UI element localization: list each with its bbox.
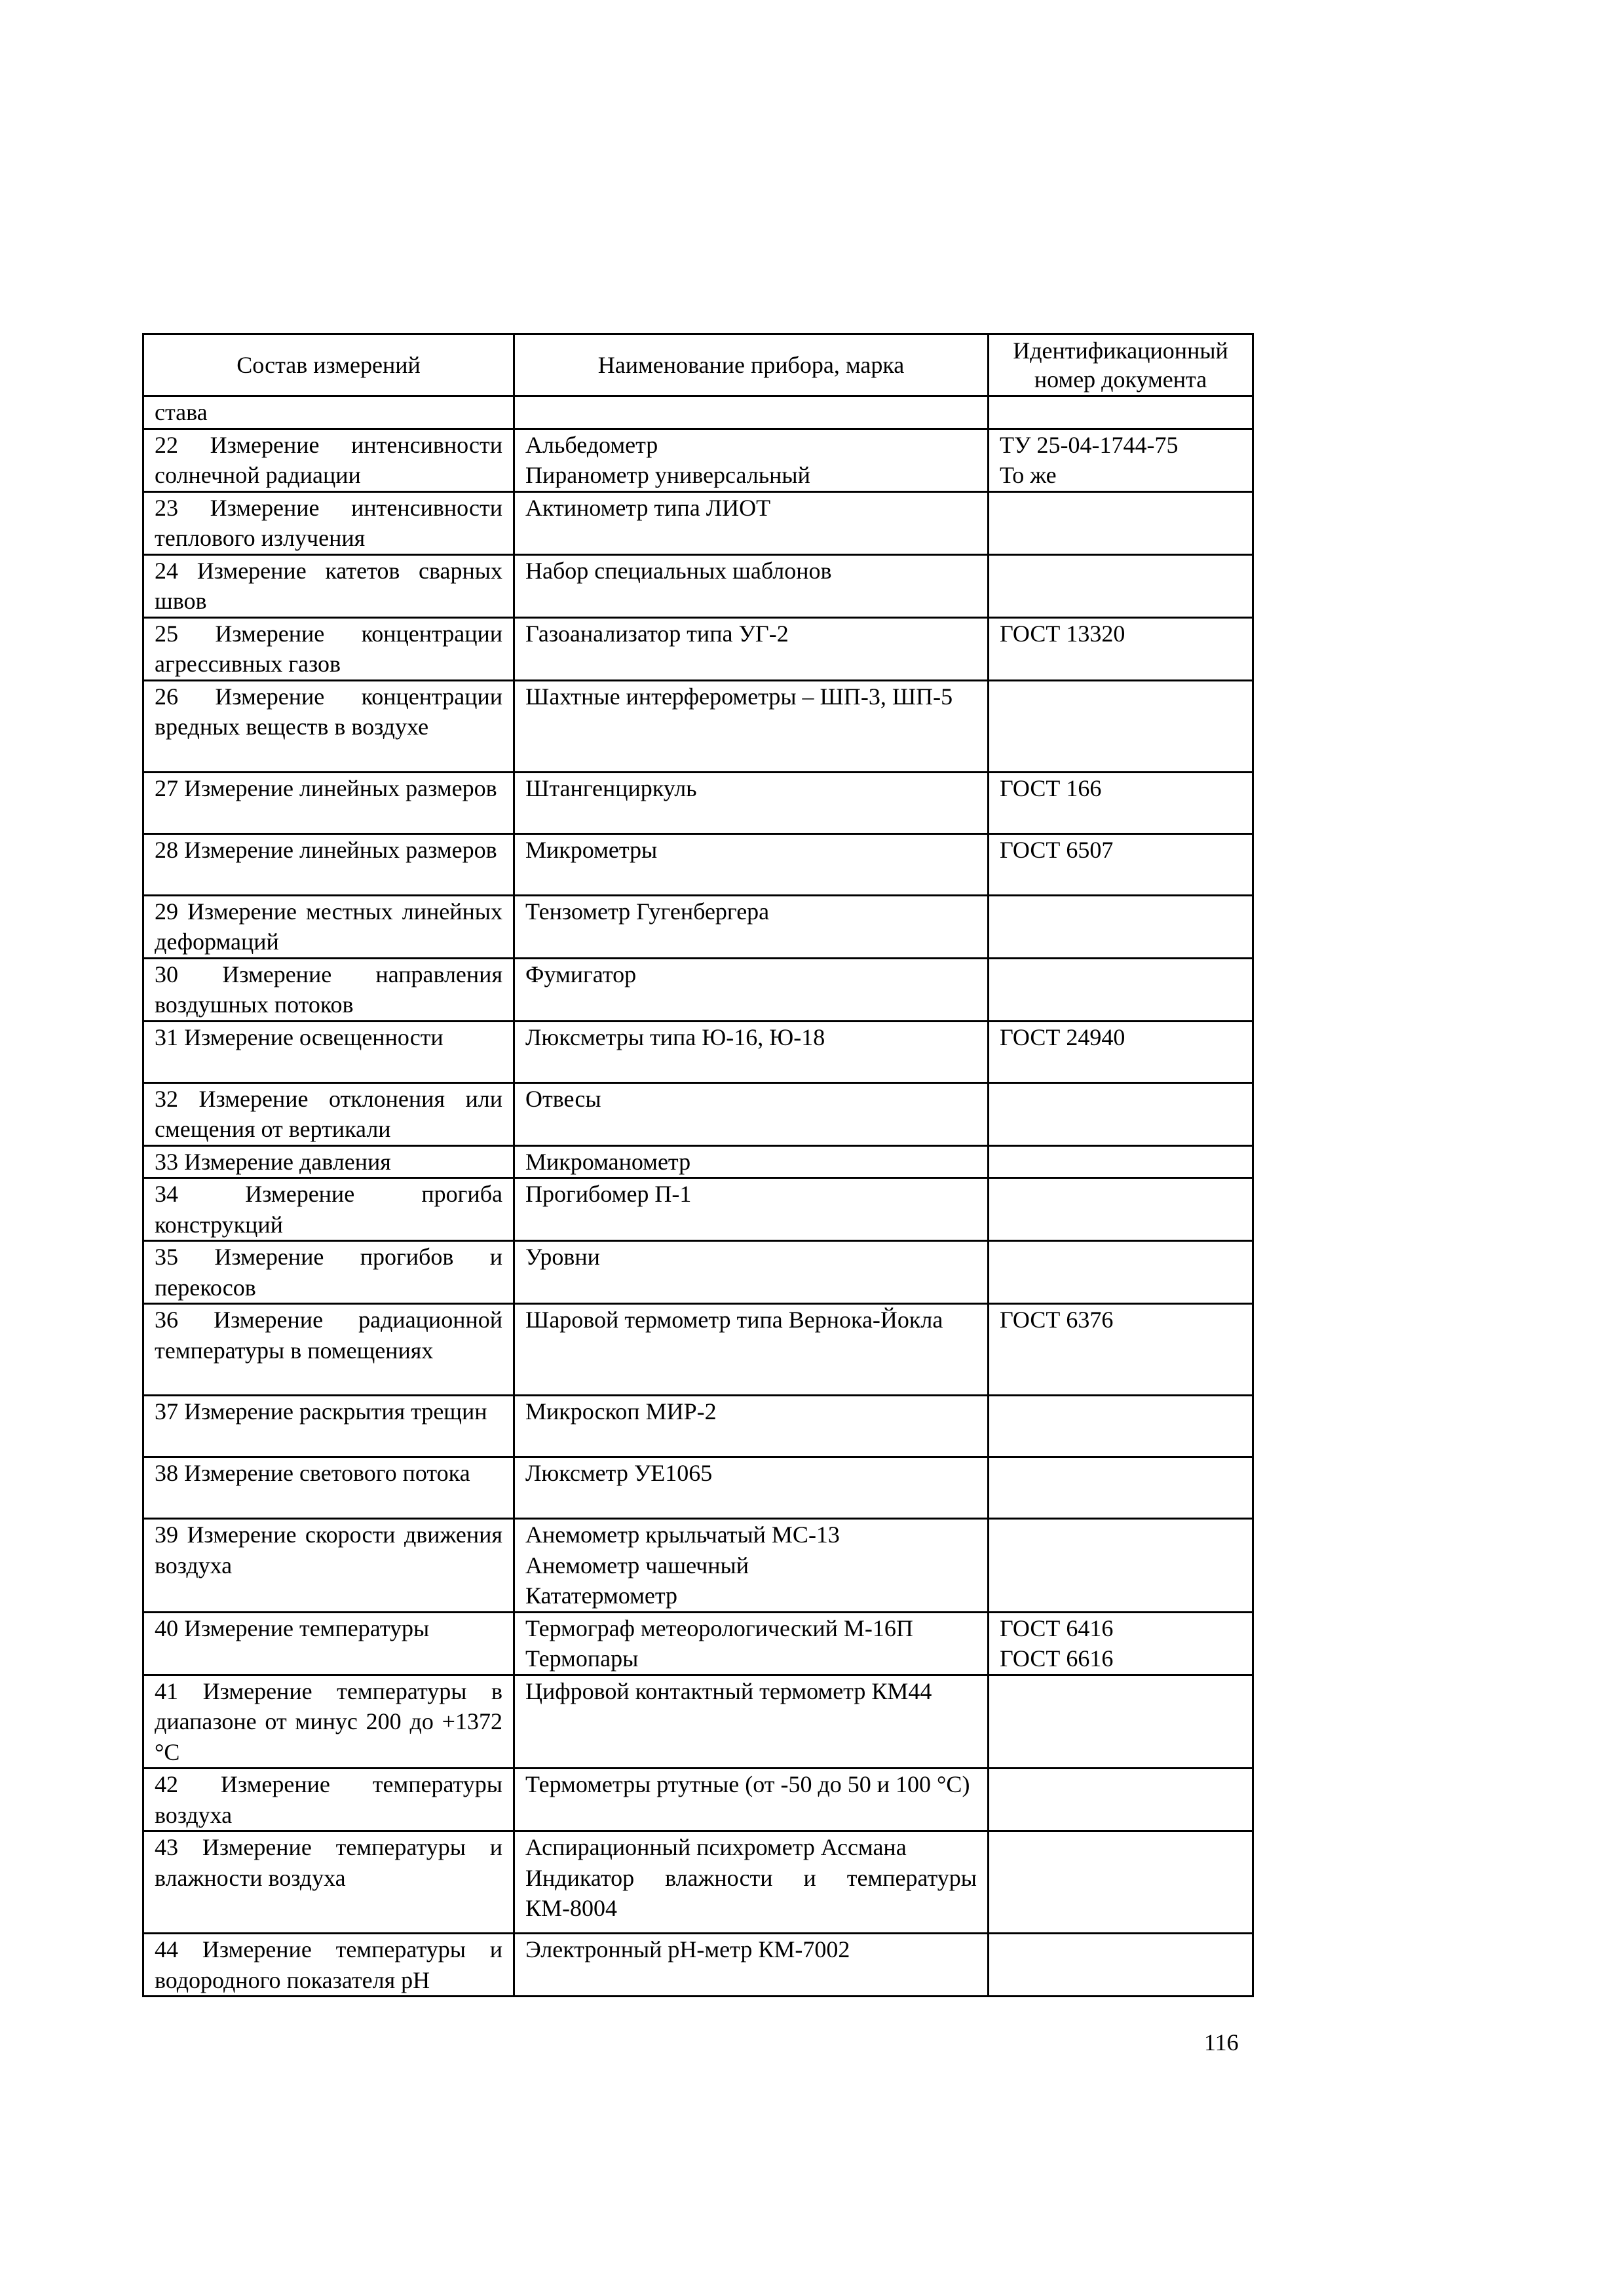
- table-row: [143, 1145, 1253, 1178]
- instrument-name-cell: [514, 1831, 989, 1934]
- instrument-name-cell: Люксметр УЕ1065: [514, 1457, 989, 1519]
- document-id-cell: [989, 1612, 1253, 1675]
- document-id-cell: [989, 1769, 1253, 1831]
- measurement-composition-cell: 30 Измерение направления воздушных потоков: [143, 958, 514, 1021]
- instrument-name-cell: Тензометр Гугенбергера: [514, 895, 989, 958]
- document-id-cell: [989, 554, 1253, 617]
- instrument-name-cell: Микрометры: [514, 833, 989, 895]
- table-row: [143, 1675, 1253, 1769]
- document-id-cell: ГОСТ 166: [989, 772, 1253, 833]
- measurement-composition-cell: 26 Измерение концентрации вредных веществ в воздухе: [143, 680, 514, 772]
- instrument-name-cell: Уровни: [514, 1241, 989, 1304]
- table-row: [143, 1934, 1253, 1997]
- table-row: [143, 1021, 1253, 1082]
- instrument-name-cell: Люксметры типа Ю-16, Ю-18: [514, 1021, 989, 1082]
- measurement-composition-cell: 27 Измерение линейных размеров: [143, 772, 514, 833]
- instrument-name-cell: Прогибомер П-1: [514, 1178, 989, 1241]
- measurement-composition-cell: 40 Измерение температуры: [143, 1612, 514, 1675]
- document-id-cell: [989, 1178, 1253, 1241]
- cell-line: ТУ 25-04-1744-75: [1000, 431, 1179, 458]
- document-id-cell: [989, 1082, 1253, 1145]
- table-row: [143, 772, 1253, 833]
- instrument-name-cell: Газоанализатор типа УГ-2: [514, 617, 989, 680]
- table-row: [143, 895, 1253, 958]
- instrument-name-cell: Электронный рН-метр КМ-7002: [514, 1934, 989, 1997]
- document-id-cell: [989, 895, 1253, 958]
- document-id-cell: [989, 1241, 1253, 1304]
- table-row: [143, 617, 1253, 680]
- cell-line: Альбедометр: [525, 431, 658, 458]
- document-id-cell: [989, 1675, 1253, 1769]
- measurement-composition-cell: 36 Измерение радиационной температуры в помещениях: [143, 1304, 514, 1396]
- measurement-composition-cell: 29 Измерение местных линейных деформаций: [143, 895, 514, 958]
- header-instrument: Наименование прибора, марка: [514, 334, 989, 396]
- measurement-composition-cell: 31 Измерение освещенности: [143, 1021, 514, 1082]
- measurement-composition-cell: 35 Измерение прогибов и перекосов: [143, 1241, 514, 1304]
- measurement-composition-cell: 37 Измерение раскрытия трещин: [143, 1396, 514, 1457]
- table-row: [143, 554, 1253, 617]
- measurements-table: [142, 333, 1254, 1997]
- table-row: [143, 1082, 1253, 1145]
- table-header-row: [143, 334, 1253, 396]
- measurement-composition-cell: 23 Измерение интенсивности теплового излучения: [143, 491, 514, 554]
- document-id-cell: [989, 1519, 1253, 1613]
- instrument-name-cell: Шахтные интерферометры – ШП-3, ШП-5: [514, 680, 989, 772]
- table-row: [143, 429, 1253, 491]
- instrument-name-cell: Набор специальных шаблонов: [514, 554, 989, 617]
- cell-line: Кататермометр: [525, 1582, 677, 1609]
- instrument-name-cell: Цифровой контактный термометр КМ44: [514, 1675, 989, 1769]
- measurement-composition-cell: 34 Измерение прогиба конструкций: [143, 1178, 514, 1241]
- header-composition: Состав измерений: [143, 334, 514, 396]
- measurement-composition-cell: 43 Измерение температуры и влажности воздуха: [143, 1831, 514, 1934]
- instrument-name-cell: [514, 1612, 989, 1675]
- measurement-composition-cell: 25 Измерение концентрации агрессивных газов: [143, 617, 514, 680]
- table-row: [143, 1831, 1253, 1934]
- instrument-name-cell: Штангенциркуль: [514, 772, 989, 833]
- document-id-cell: ГОСТ 24940: [989, 1021, 1253, 1082]
- instrument-name-cell: Фумигатор: [514, 958, 989, 1021]
- table-row: [143, 1457, 1253, 1519]
- measurement-composition-cell: 22 Измерение интенсивности солнечной радиации: [143, 429, 514, 491]
- table-row: [143, 1769, 1253, 1831]
- header-document-id: Идентификационный номер документа: [989, 334, 1253, 396]
- table-row: [143, 833, 1253, 895]
- measurement-composition-cell: 38 Измерение светового потока: [143, 1457, 514, 1519]
- instrument-name-cell: [514, 1519, 989, 1613]
- cell-line: Термограф метеорологический М-16П: [525, 1615, 913, 1641]
- cell-line: Анемометр чашечный: [525, 1552, 749, 1578]
- document-id-cell: [989, 1145, 1253, 1178]
- document-id-cell: [989, 1934, 1253, 1997]
- cell-line: ГОСТ 6416: [1000, 1615, 1114, 1641]
- document-id-cell: ГОСТ 6376: [989, 1304, 1253, 1396]
- table-row: [143, 1396, 1253, 1457]
- table-row: [143, 1519, 1253, 1613]
- cell-line: Пиранометр универсальный: [525, 462, 810, 488]
- document-id-cell: [989, 396, 1253, 429]
- table-row: [143, 1178, 1253, 1241]
- table-row: [143, 1304, 1253, 1396]
- table-row: [143, 958, 1253, 1021]
- measurement-composition-cell: 32 Измерение отклонения или смещения от вертикали: [143, 1082, 514, 1145]
- cell-line: То же: [1000, 462, 1057, 488]
- instrument-name-cell: Шаровой термометр типа Вернока-Йокла: [514, 1304, 989, 1396]
- document-id-cell: [989, 1831, 1253, 1934]
- measurement-composition-cell: 33 Измерение давления: [143, 1145, 514, 1178]
- table-body: [143, 396, 1253, 1997]
- measurement-composition-cell: 24 Измерение катетов сварных швов: [143, 554, 514, 617]
- instrument-name-cell: [514, 396, 989, 429]
- page-number: 116: [1204, 2029, 1239, 2056]
- measurement-composition-cell: 41 Измерение температуры в диапазоне от минус 200 до +1372 °С: [143, 1675, 514, 1769]
- measurement-composition-cell: 42 Измерение температуры воздуха: [143, 1769, 514, 1831]
- document-id-cell: [989, 958, 1253, 1021]
- cell-line: Термопары: [525, 1645, 639, 1672]
- document-id-cell: [989, 1457, 1253, 1519]
- document-id-cell: [989, 491, 1253, 554]
- document-id-cell: [989, 1396, 1253, 1457]
- instrument-name-cell: Микроскоп МИР-2: [514, 1396, 989, 1457]
- instrument-name-cell: Микроманометр: [514, 1145, 989, 1178]
- table-row: [143, 680, 1253, 772]
- measurement-composition-cell: става: [143, 396, 514, 429]
- document-id-cell: ГОСТ 6507: [989, 833, 1253, 895]
- table-row: [143, 491, 1253, 554]
- table-row: [143, 396, 1253, 429]
- measurement-composition-cell: 28 Измерение линейных размеров: [143, 833, 514, 895]
- instrument-name-cell: Актинометр типа ЛИОТ: [514, 491, 989, 554]
- document-id-cell: [989, 429, 1253, 491]
- cell-line: Аспирационный психрометр Ассмана: [525, 1834, 907, 1860]
- table-row: [143, 1241, 1253, 1304]
- instrument-name-cell: [514, 429, 989, 491]
- table-row: [143, 1612, 1253, 1675]
- document-id-cell: ГОСТ 13320: [989, 617, 1253, 680]
- instrument-name-cell: Термометры ртутные (от -50 до 50 и 100 °С): [514, 1769, 989, 1831]
- cell-line: Индикатор влажности и температуры КМ-8004: [525, 1864, 977, 1921]
- measurement-composition-cell: 44 Измерение температуры и водородного показателя рН: [143, 1934, 514, 1997]
- cell-line: ГОСТ 6616: [1000, 1645, 1114, 1672]
- instrument-name-cell: Отвесы: [514, 1082, 989, 1145]
- measurement-composition-cell: 39 Измерение скорости движения воздуха: [143, 1519, 514, 1613]
- cell-line: Анемометр крыльчатый МС-13: [525, 1521, 840, 1548]
- document-id-cell: [989, 680, 1253, 772]
